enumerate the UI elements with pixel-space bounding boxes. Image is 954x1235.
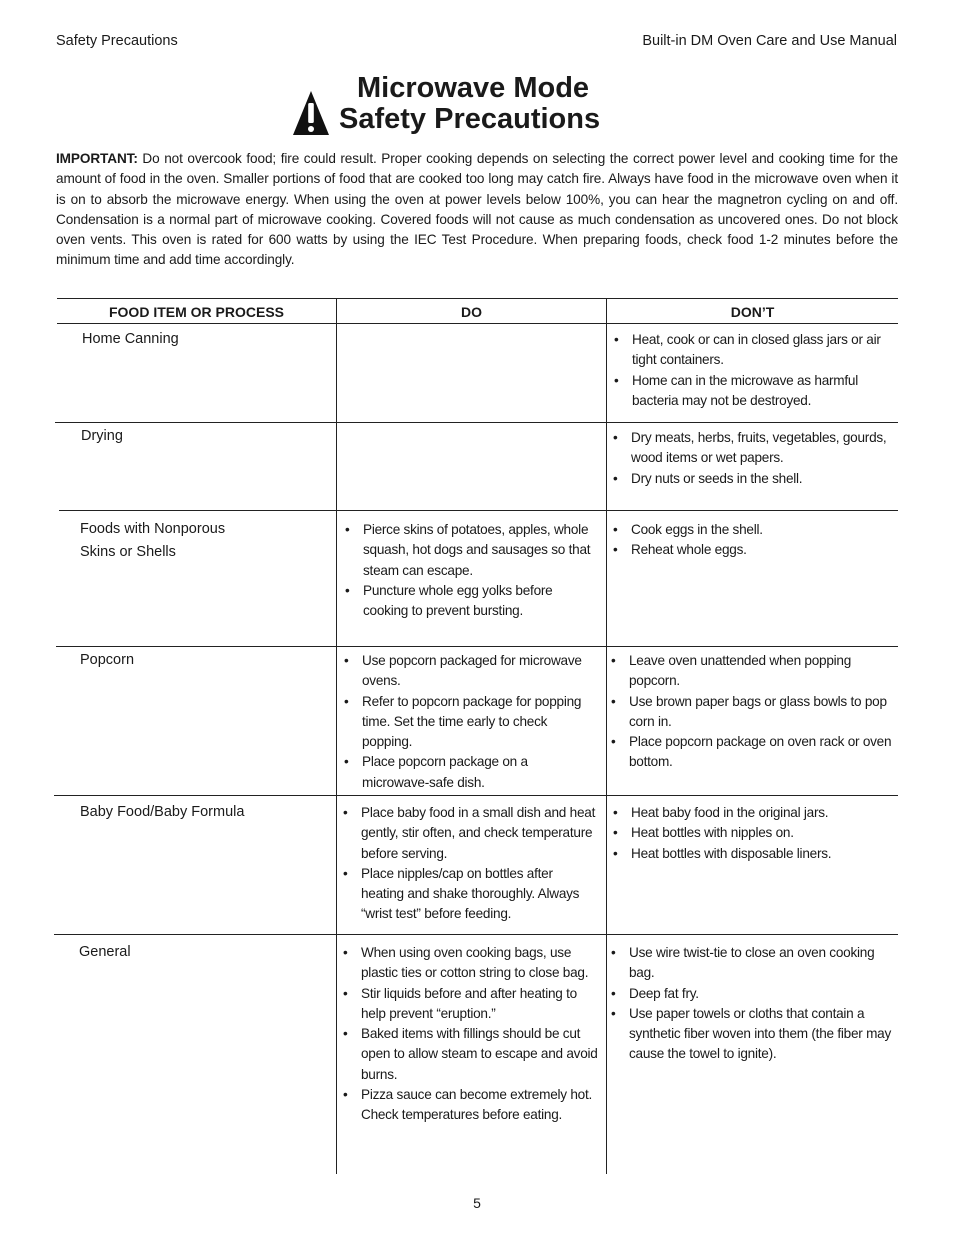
important-text: Do not overcook food; fire could result. Proper cooking depends on selecting the correct power level and cooking time for the amount of food in the oven. Smaller portions of food that are cooked too long may catch fire. Always have food in the microwave oven when it is on to absorb the microwave energy. When using the oven at power levels below 100%, you can hear the magnetron cycling on and off. Condensation is a normal part of microwave cooking. Covered foods will not cause as much condensation as uncovered ones. Do not block oven vents. This oven is rated for 600 watts by using the IEC Test Procedure. When preparing foods, check food 1-2 minutes before the minimum time and add time accordingly. xyxy=(56,151,898,268)
table-rule xyxy=(57,323,898,324)
list-item: • Refer to popcorn package for popping time. Set the time early to check popping. xyxy=(340,692,598,753)
dont-list-baby-food xyxy=(609,803,896,864)
list-item: • Heat baby food in the original jars. xyxy=(609,803,896,823)
running-header-left: Safety Precautions xyxy=(56,33,178,49)
important-label: IMPORTANT: xyxy=(56,151,138,166)
column-header-do: DO xyxy=(461,304,482,320)
page-number: 5 xyxy=(473,1195,481,1211)
row-item-popcorn: Popcorn xyxy=(80,652,135,668)
do-list-general xyxy=(339,943,598,1126)
list-item: • Dry meats, herbs, fruits, vegetables, gourds, wood items or wet papers. xyxy=(609,428,896,469)
do-list-nonporous-skins xyxy=(341,520,597,621)
list-item: • Place popcorn package on a microwave-safe dish. xyxy=(340,752,598,793)
row-item-baby-food: Baby Food/Baby Formula xyxy=(80,804,245,820)
table-rule xyxy=(54,795,898,796)
list-item: • Cook eggs in the shell. xyxy=(609,520,896,540)
title-line-2: Safety Precautions xyxy=(339,103,601,135)
dont-list-general xyxy=(607,943,896,1065)
row-item-nonporous-skins xyxy=(80,518,225,563)
list-item: • Heat bottles with nipples on. xyxy=(609,823,896,843)
list-item: • Use popcorn packaged for microwave ovens. xyxy=(340,651,598,692)
list-item: • Use paper towels or cloths that contain a synthetic fiber woven into them (the fiber may cause the towel to ignite). xyxy=(607,1004,896,1065)
row-item-line: Foods with Nonporous xyxy=(80,521,226,537)
row-item-drying: Drying xyxy=(81,428,123,444)
dont-list-drying xyxy=(609,428,896,489)
list-item: • Place nipples/cap on bottles after heating and shake thoroughly. Always “wrist test” before feeding. xyxy=(339,864,597,925)
table-rule xyxy=(56,646,898,647)
row-item-home-canning: Home Canning xyxy=(82,331,179,347)
list-item: • Heat bottles with disposable liners. xyxy=(609,844,896,864)
list-item: • Place baby food in a small dish and heat gently, stir often, and check temperature before serving. xyxy=(339,803,597,864)
do-list-baby-food xyxy=(339,803,597,925)
table-rule xyxy=(59,510,898,511)
list-item: • Home can in the microwave as harmful bacteria may not be destroyed. xyxy=(610,371,896,412)
list-item: • Pizza sauce can become extremely hot. Check temperatures before eating. xyxy=(339,1085,598,1126)
list-item: • Pierce skins of potatoes, apples, whole squash, hot dogs and sausages so that steam can escape. xyxy=(341,520,597,581)
column-header-item: FOOD ITEM OR PROCESS xyxy=(108,304,284,320)
table-rule xyxy=(57,298,898,299)
row-item-line: Skins or Shells xyxy=(80,543,176,560)
list-item: • Use brown paper bags or glass bowls to pop corn in. xyxy=(607,692,897,733)
list-item: • Place popcorn package on oven rack or oven bottom. xyxy=(607,732,897,773)
list-item: • Leave oven unattended when popping popcorn. xyxy=(607,651,897,692)
column-divider xyxy=(336,298,337,1174)
running-header-right: Built-in DM Oven Care and Use Manual xyxy=(642,33,897,49)
list-item: • Use wire twist-tie to close an oven cooking bag. xyxy=(607,943,896,984)
list-item: • Heat, cook or can in closed glass jars or air tight containers. xyxy=(610,330,896,371)
list-item: • Puncture whole egg yolks before cooking to prevent bursting. xyxy=(341,581,597,622)
row-item-general: General xyxy=(79,944,131,960)
title-line-1: Microwave Mode xyxy=(357,72,590,104)
column-header-dont: DON’T xyxy=(730,304,775,320)
list-item: • Deep fat fry. xyxy=(607,984,896,1004)
do-list-popcorn xyxy=(340,651,598,793)
list-item: • When using oven cooking bags, use plastic ties or cotton string to close bag. xyxy=(339,943,598,984)
list-item: • Stir liquids before and after heating to help prevent “eruption.” xyxy=(339,984,598,1025)
dont-list-popcorn xyxy=(607,651,897,773)
table-rule xyxy=(54,934,898,935)
list-item: • Dry nuts or seeds in the shell. xyxy=(609,469,896,489)
list-item: • Baked items with fillings should be cut open to allow steam to escape and avoid burns. xyxy=(339,1024,598,1085)
dont-list-home-canning xyxy=(610,330,896,411)
list-item: • Reheat whole eggs. xyxy=(609,540,896,560)
table-rule xyxy=(55,422,898,423)
dont-list-nonporous-skins xyxy=(609,520,896,561)
